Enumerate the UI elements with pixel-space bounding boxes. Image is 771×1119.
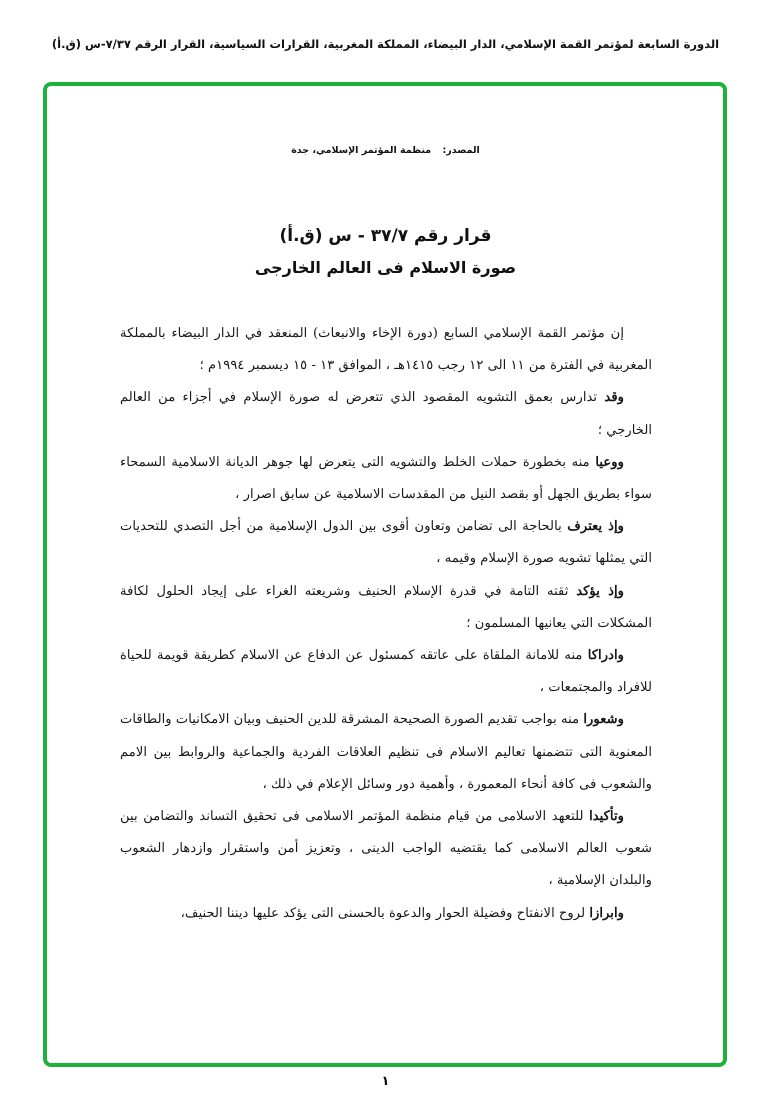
paragraph-text: بالحاجة الى تضامن وتعاون أقوى بين الدول الإسلامية من أجل التصدي للتحديات التي يمثلها تشويه صورة الإسلام وقيمه ، [120, 519, 652, 567]
paragraph [120, 576, 652, 640]
source-value: منظمة المؤتمر الإسلامي، جدة [291, 145, 432, 156]
paragraph-lead: وادراكا [587, 648, 624, 664]
source-line [0, 145, 771, 156]
paragraph-text: منه بخطورة حملات الخلط والتشويه التى يتعرض لها جوهر الديانة الاسلامية السمحاء سواء بطريق الجهل أو بقصد النيل من المقدسات الاسلامية عن سابق اصرار ، [120, 454, 652, 503]
paragraph [120, 318, 652, 382]
paragraph [120, 447, 652, 511]
paragraph-text: إن مؤتمر القمة الإسلامي السابع (دورة الإخاء والانبعاث) المنعقد في الدار البيضاء بالمملكة المغربية في الفترة من ١١ الى ١٢ رجب ١٤١٥هـ ، الموافق ١٣ - ١٥ ديسمبر ١٩٩٤م ؛ [120, 326, 652, 374]
paragraph [120, 801, 652, 898]
paragraph-text: منه بواجب تقديم الصورة الصحيحة المشرقة للدين الحنيف وبيان الامكانيات والطاقات المعنوية التى تتضمنها تعاليم الاسلام فى تنظيم العلاقات الفردية والجماعية والروابط بين الامم والشعوب فى كافة أنحاء المعمورة ، وأهمية دور وسائل الإعلام في ذلك ، [120, 712, 652, 792]
paragraph-text: منه للامانة الملقاة على عاتقه كمسئول عن الدفاع عن الاسلام كطريقة قويمة للحياة للافراد والمجتمعات ، [120, 648, 652, 696]
paragraph-text: لروح الانفتاح وفضيلة الحوار والدعوة بالحسنى التى يؤكد عليها ديننا الحنيف، [180, 905, 586, 921]
paragraph [120, 640, 652, 704]
paragraph-lead: وابرازا [589, 905, 624, 921]
paragraph-lead: وشعورا [583, 712, 624, 728]
paragraph-lead: ووعيا [595, 454, 624, 470]
paragraph [120, 704, 652, 801]
paragraph [120, 511, 652, 575]
running-header: الدورة السابعة لمؤتمر القمة الإسلامي، الدار البيضاء، المملكة المغربية، القرارات السياسية، القرار الرقم ٧/٣٧-س (ق.أ) [51, 37, 720, 51]
paragraph-lead: وتأكيدا [589, 809, 624, 825]
paragraph [120, 382, 652, 446]
resolution-body [120, 318, 652, 930]
paragraph-lead: وقد [604, 390, 624, 406]
page-number: ١ [381, 1074, 390, 1089]
resolution-number: قرار رقم ٣٧/٧ - س (ق.أ) [279, 226, 492, 246]
source-label: المصدر: [442, 145, 480, 156]
paragraph-text: ثقته التامة في قدرة الإسلام الحنيف وشريعته الغراء على إيجاد الحلول لكافة المشكلات التي يعانيها المسلمون ؛ [120, 583, 652, 631]
paragraph-lead: وإذ يعترف [567, 519, 624, 535]
resolution-title: صورة الاسلام فى العالم الخارجى [254, 258, 517, 277]
paragraph-text: تدارس بعمق التشويه المقصود الذي تتعرض له صورة الإسلام في أجزاء من العالم الخارجي ؛ [120, 390, 652, 438]
paragraph [120, 898, 652, 930]
paragraph-lead: وإذ يؤكد [576, 583, 624, 599]
paragraph-text: للتعهد الاسلامى من قيام منظمة المؤتمر الاسلامى فى تحقيق التساند والتضامن بين شعوب العالم الاسلامى كما يقتضيه الواجب الدينى ، وتعزيز أمن واستقرار وازدهار الشعوب والبلدان الإسلامية ، [120, 809, 652, 889]
